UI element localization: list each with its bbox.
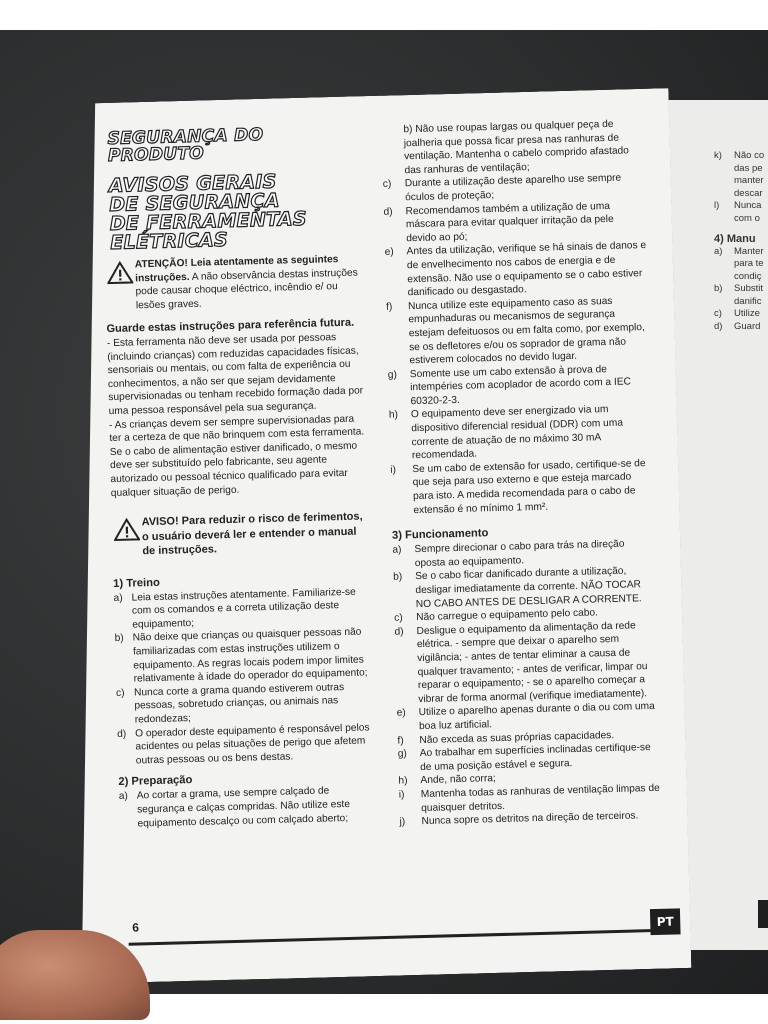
item-letter: g) — [387, 369, 398, 381]
next-page-row — [706, 200, 768, 225]
warning-triangle-icon — [107, 260, 134, 285]
left-column — [101, 124, 377, 831]
next-page-row — [706, 283, 768, 308]
next-page-badge — [758, 900, 768, 928]
list-item — [388, 362, 651, 410]
item-text: Não carregue o equipamento pelo cabo. — [416, 607, 599, 624]
item-text: Durante a utilização deste aparelho use sempre óculos de proteção; — [404, 172, 622, 204]
item-letter: e) — [384, 246, 394, 259]
item-text: Nunca sopre os detritos na direção de terceiros. — [421, 810, 639, 828]
next-page-row — [706, 233, 768, 246]
item-letter: b) — [114, 633, 124, 645]
item-letter: c) — [394, 612, 403, 624]
precaution-list — [381, 117, 653, 518]
item-text: Mantenha todas as ranhuras de ventilação limpas de quaisquer detritos. — [420, 782, 660, 814]
item-letter: d) — [394, 626, 404, 638]
item-letter: i) — [398, 789, 405, 801]
item-letter: a) — [118, 791, 128, 803]
list-item — [383, 199, 646, 247]
item-text: Leia estas instruções atentamente. Familiarize-se com os comandos e a correta utilização deste equipamento; — [131, 586, 356, 631]
item-text: 4) Manu — [714, 233, 756, 245]
list-item — [393, 564, 656, 612]
next-page-row — [706, 308, 768, 321]
section-preparation: 2) Preparação — [118, 774, 193, 789]
operation-list — [392, 537, 661, 829]
section-training: 1) Treino — [113, 576, 160, 590]
item-letter: d) — [117, 728, 127, 740]
attention-block — [105, 252, 364, 313]
next-page-row — [706, 246, 768, 284]
item-text: Ao cortar a grama, use sempre calçado de segurança e calças compridas. Não utilize este equipamento descalço ou com calçado aberto; — [136, 785, 351, 829]
item-letter: h) — [388, 410, 399, 422]
preparation-list — [119, 784, 378, 832]
list-item — [384, 239, 647, 300]
item-text: Não exceda as suas próprias capacidades. — [419, 729, 615, 746]
item-text: Se um cabo de extensão for usado, certifique-se de que seja para uso externo e que esteja marcado para isto. A medida recomendada para o cabo de extensão é no mínimo 1 mm². — [412, 457, 646, 516]
item-text: Nunca com o — [734, 200, 762, 224]
aviso-block — [111, 509, 370, 559]
item-text: Manter para te condiç — [734, 245, 764, 282]
item-letter: d) — [714, 320, 723, 332]
item-text: Utilize o aparelho apenas durante o dia ou com uma boa luz artificial. — [418, 701, 655, 733]
list-item — [394, 619, 658, 707]
children-text: - As crianças devem ser sempre supervisionadas para ter a certeza de que não brinquem com esta ferramenta. — [108, 413, 365, 445]
item-letter: f) — [397, 735, 404, 747]
item-text: Nunca utilize este equipamento caso as suas empunhaduras ou mecanismos de segurança estejam defeituosos ou em falta como, por exemplo, se os defletores e/ou os soprador de grama não estiverem colocados no devido lugar. — [407, 295, 645, 367]
item-letter: c) — [382, 179, 392, 191]
item-text: Recomendamos também a utilização de uma máscara para evitar qualquer irritação da pele devido ao pó; — [405, 200, 614, 245]
item-letter: e) — [396, 707, 406, 720]
list-item — [386, 294, 650, 369]
item-text: Não deixe que crianças ou quaisquer pessoas não familiarizadas com estas instruções utilizem o equipamento. As regras locais podem impor limites relativamente à idade do operador do equipamento; — [132, 626, 368, 685]
item-letter: c) — [714, 308, 722, 319]
item-letter: j) — [399, 816, 406, 828]
item-text: Substit danific — [734, 283, 764, 307]
cable-text: Se o cabo de alimentação estiver danificado, o mesmo deve ser substituído pelo fabricante, seu agente autorizado ou pessoal técnico qualificado para evitar qualquer situação de perigo. — [109, 440, 358, 499]
item-letter: i) — [390, 464, 397, 476]
list-item — [389, 402, 652, 463]
attention-text: A não observância destas instruções pode causar choque eléctrico, incêndio e/ ou lesões graves. — [135, 267, 358, 312]
item-letter: h) — [398, 775, 408, 787]
aviso-text: AVISO! Para reduzir o risco de ferimentos, o usuário deverá ler e entender o manual de instruções. — [141, 510, 363, 558]
guard-text: - Esta ferramenta não deve ser usada por pessoas (incluindo crianças) com reduzidas capacidades físicas, sensoriais ou mentais, ou com falta de experiência ou conhecimentos, a não ser que sejam devidamente supervisionadas ou tenham recebido formação dada por uma pessoa responsável pela sua segurança. — [106, 332, 364, 418]
list-item — [116, 680, 375, 728]
list-item — [117, 721, 376, 769]
item-letter: c) — [115, 687, 125, 699]
item-letter: g) — [397, 748, 407, 760]
right-column — [381, 117, 661, 829]
item-text: Se o cabo ficar danificado durante a utilização, desligar imediatamente da corrente. NÃO TOCAR NO CABO ANTES DE DESLIGAR A CORRENTE. — [414, 566, 642, 610]
section-operation: 3) Funcionamento — [391, 527, 489, 542]
language-badge: PT — [650, 908, 681, 935]
item-letter: a) — [113, 592, 123, 604]
item-letter: b) — [393, 571, 403, 584]
item-text: b) Não use roupas largas ou qualquer peça de joalheria que possa ficar presa nas ranhuras de ventilação. Mantenha o cabelo comprido afastado das ranhuras de ventilação; — [403, 118, 630, 177]
item-text: Guard — [734, 320, 761, 332]
next-page-text — [706, 150, 768, 333]
item-text: Antes da utilização, verifique se há sinais de danos e de envelhecimento nos cabos de energia e de extensão. Não use o equipamento se o cabo estiver danificado ou desgastado. — [406, 240, 647, 299]
next-page-row — [706, 150, 768, 200]
general-warnings-title: AVISOS GERAIS DE SEGURANÇA DE FERRAMENTAS ELÉTRICAS — [108, 170, 308, 255]
top-margin — [0, 0, 768, 30]
item-text: Utilize — [734, 308, 760, 319]
item-text: Desligue o equipamento da alimentação da rede elétrica. - sempre que deixar o aparelho sem vigilância; - antes de tentar eliminar a causa de qualquer travamento; - antes de verificar, limpar ou reparar o equipamento; - se o aparelho começar a vibrar de forma anormal (verifique imediatamente). — [416, 620, 648, 705]
list-item — [114, 626, 373, 687]
item-text: Ao trabalhar em superfícies inclinadas certifique-se de uma posição estável e segura. — [419, 742, 651, 773]
next-page-row — [706, 321, 768, 334]
item-text: Não co das pe manter descar — [734, 150, 765, 199]
guard-heading: Guarde estas instruções para referência futura. — [106, 317, 355, 336]
item-text: Nunca corte a grama quando estiverem outras pessoas, sobretudo crianças, ou animais nas redondezas; — [133, 681, 345, 726]
list-item — [381, 117, 644, 178]
item-letter: a) — [714, 245, 723, 257]
warning-triangle-icon — [113, 517, 140, 542]
item-text: Sempre direcionar o cabo para trás na direção oposta ao equipamento. — [414, 538, 625, 569]
item-text: Ande, não corra; — [420, 773, 496, 787]
item-letter: f) — [385, 301, 393, 313]
attention-heading: ATENÇÃO! Leia atentamente as seguintes instruções. — [134, 254, 339, 284]
page-content — [101, 117, 674, 951]
list-item — [390, 457, 653, 518]
item-letter: d) — [383, 206, 393, 218]
page-number: 6 — [132, 920, 140, 935]
product-safety-title: SEGURANÇA DO PRODUTO — [107, 124, 264, 167]
item-letter: l) — [714, 200, 720, 211]
training-list — [113, 585, 376, 768]
item-text: O equipamento deve ser energizado via um dispositivo diferencial residual (DDR) com uma corrente de atuação de no máximo 30 mA recomendada. — [410, 404, 624, 462]
item-letter: k) — [714, 150, 722, 161]
item-text: Somente use um cabo extensão à prova de intempéries com acoplador de acordo com a IEC 60320-2-3. — [409, 363, 632, 408]
item-letter: b) — [714, 283, 723, 294]
item-text: O operador deste equipamento é responsável pelos acidentes ou pelas situações de perigo que afetem outras pessoas ou os bens destas. — [134, 721, 370, 767]
item-letter: a) — [392, 544, 402, 556]
list-item — [119, 784, 378, 832]
list-item — [113, 585, 372, 633]
